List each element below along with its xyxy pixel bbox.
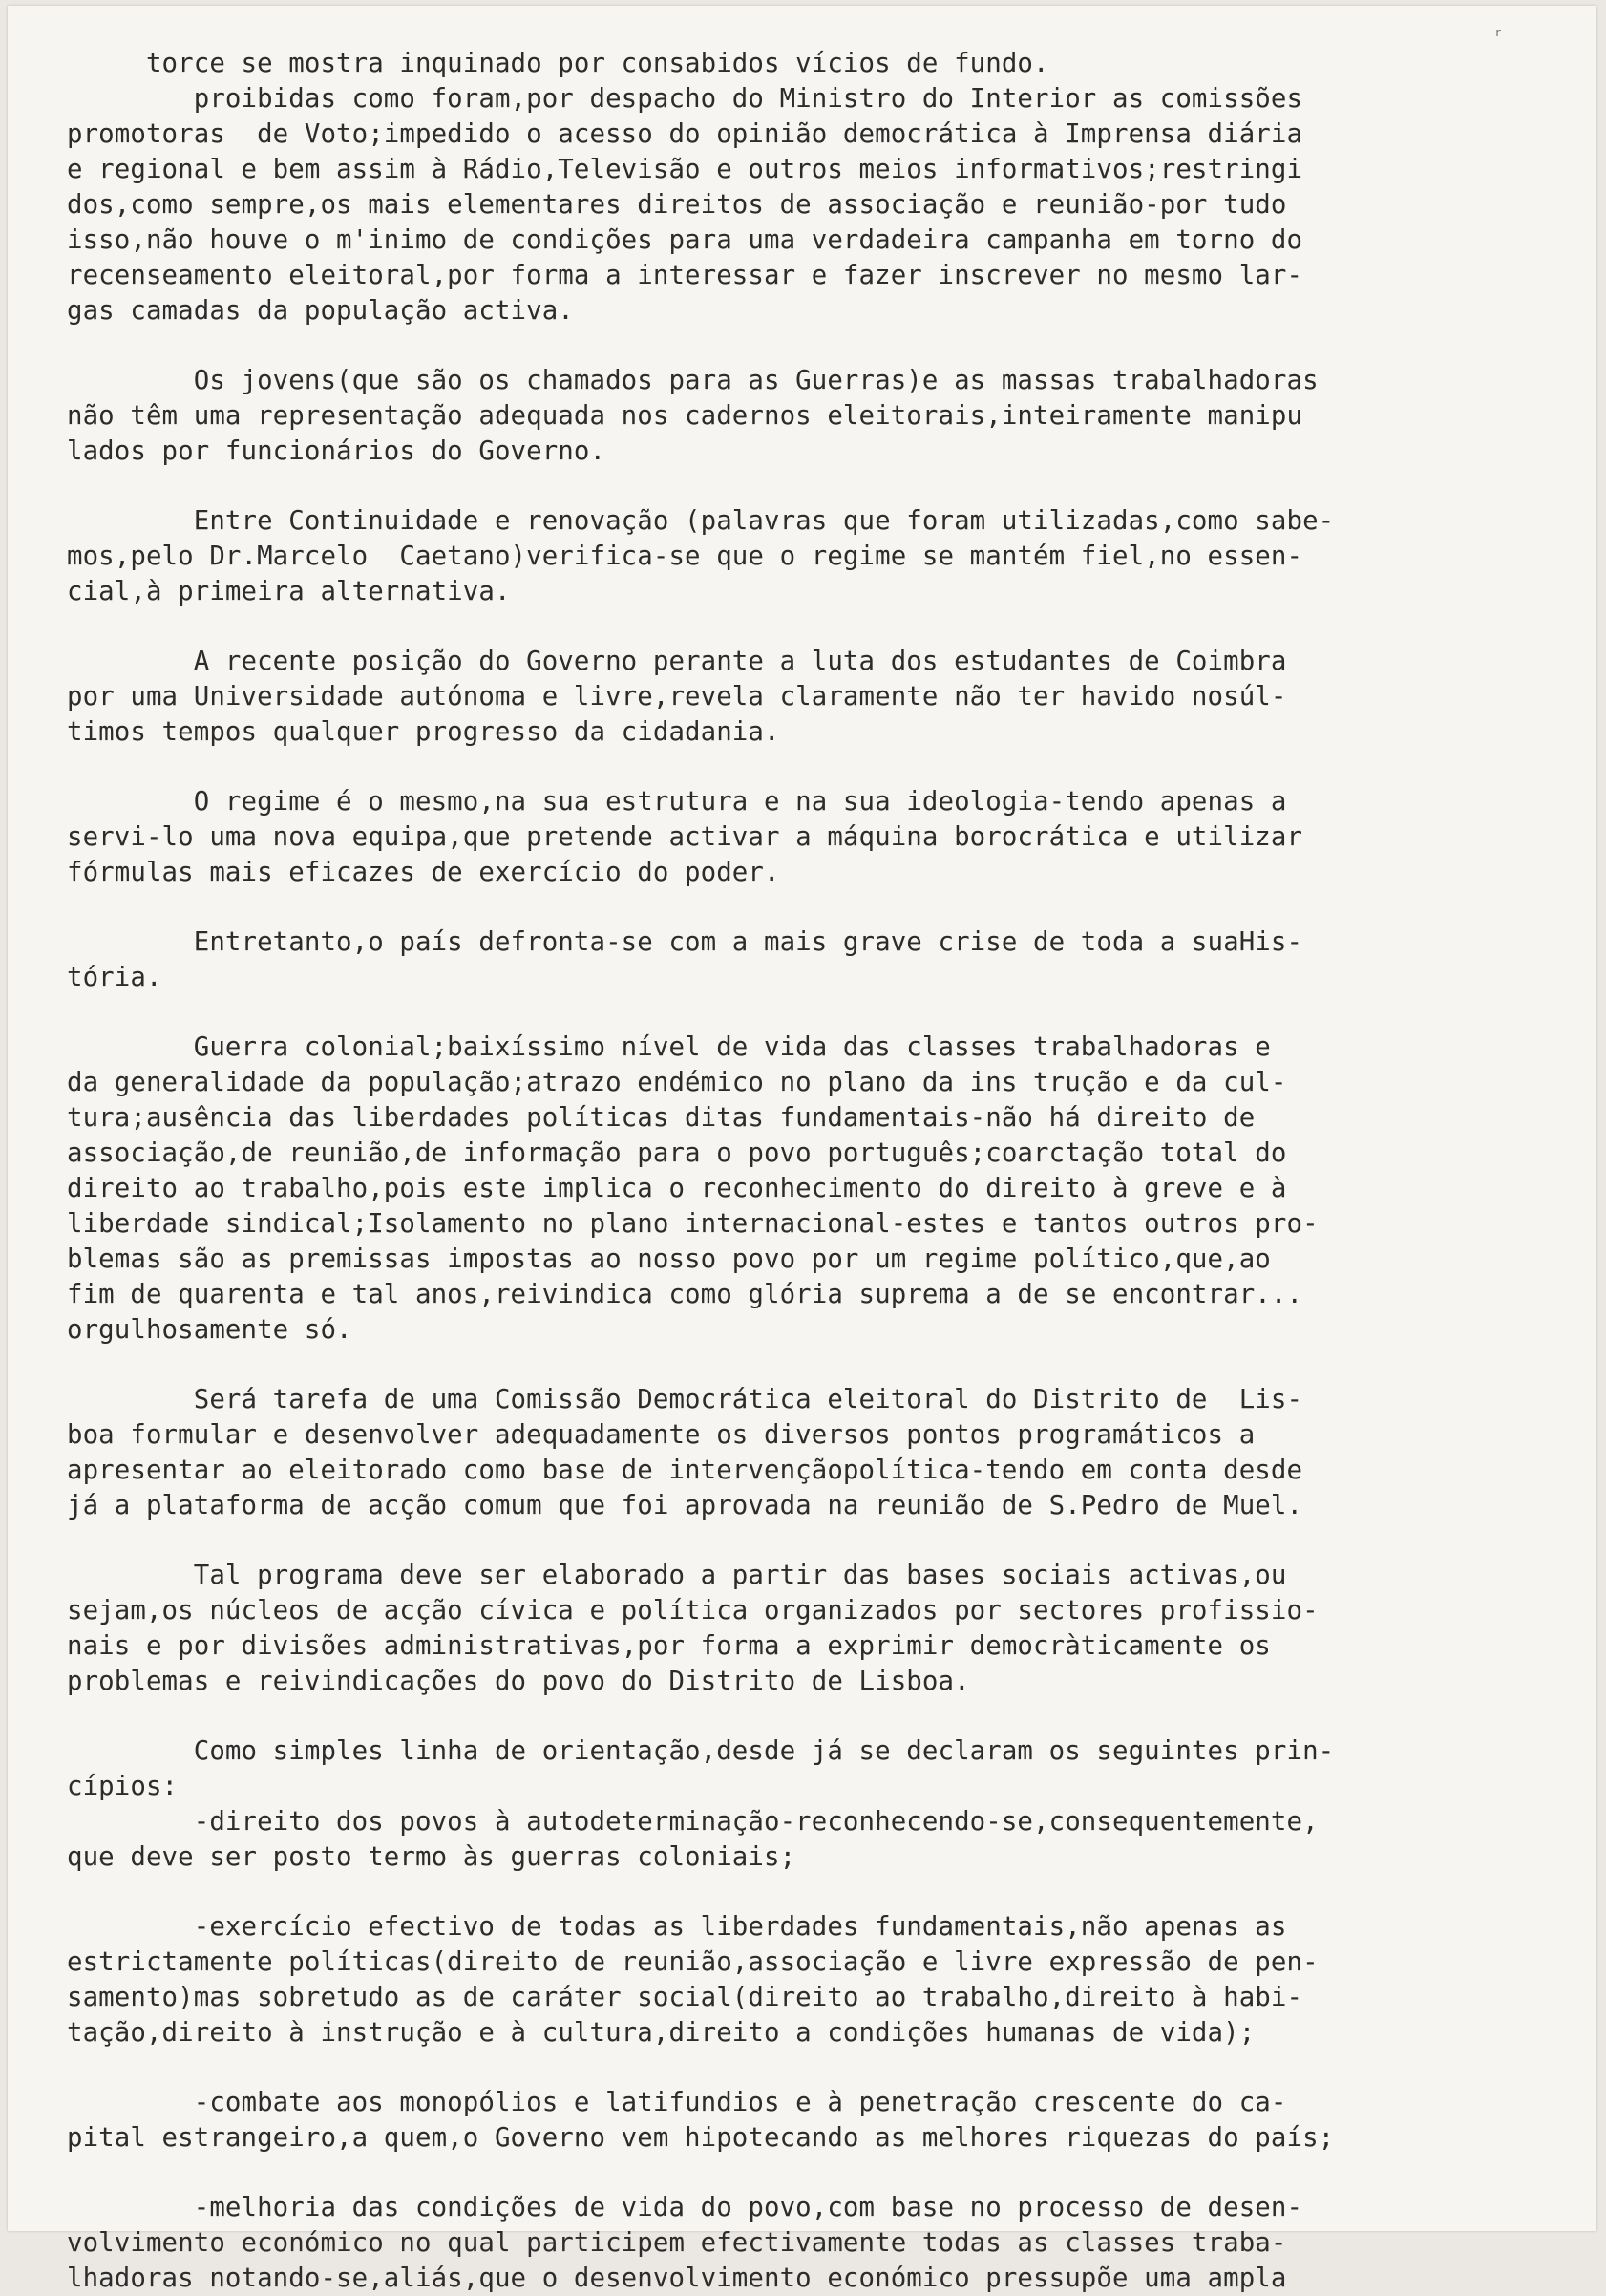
text-line: problemas e reivindicações do povo do Distrito de Lisboa. [67, 1667, 970, 1696]
paragraph-gap [67, 469, 1575, 503]
text-line: samento)mas sobretudo as de caráter social(direito ao trabalho,direito à habi- [67, 1983, 1303, 2012]
text-line: fórmulas mais eficazes de exercício do poder. [67, 858, 780, 887]
text-line: gas camadas da população activa. [67, 296, 574, 326]
paragraph-gap [67, 329, 1575, 363]
paragraph [67, 784, 1575, 890]
paragraph [67, 925, 1575, 995]
paragraph-gap [67, 890, 1575, 925]
text-line: cial,à primeira alternativa. [67, 577, 511, 606]
text-line: A recente posição do Governo perante a luta dos estudantes de Coimbra [67, 647, 1287, 676]
text-line: tura;ausência das liberdades políticas ditas fundamentais-não há direito de [67, 1103, 1256, 1133]
text-line: blemas são as premissas impostas ao nosso povo por um regime político,que,ao [67, 1244, 1271, 1274]
text-line: recenseamento eleitoral,por forma a interessar e fazer inscrever no mesmo lar- [67, 261, 1303, 290]
paragraph-gap [67, 1875, 1575, 1909]
paragraph-gap [67, 609, 1575, 644]
document-page [8, 6, 1596, 2293]
text-line: volvimento económico no qual participem efectivamente todas as classes traba- [67, 2228, 1287, 2258]
paragraph-gap [67, 995, 1575, 1030]
text-line: Entre Continuidade e renovação (palavras que foram utilizadas,como sabe- [67, 506, 1335, 536]
text-line: já a plataforma de acção comum que foi aprovada na reunião de S.Pedro de Muel. [67, 1491, 1303, 1520]
paragraph [67, 363, 1575, 469]
text-line: proibidas como foram,por despacho do Ministro do Interior as comissões [67, 84, 1303, 114]
text-line: servi-lo uma nova equipa,que pretende activar a máquina borocrática e utilizar [67, 822, 1303, 852]
text-line: Como simples linha de orientação,desde já se declaram os seguintes prin- [67, 1736, 1335, 1766]
text-line: -combate aos monopólios e latifundios e à penetração crescente do ca- [67, 2088, 1287, 2117]
text-line: Entretanto,o país defronta-se com a mais grave crise de toda a suaHis- [67, 927, 1303, 957]
text-line: boa formular e desenvolver adequadamente os diversos pontos programáticos a [67, 1420, 1256, 1450]
paragraph-gap [67, 1348, 1575, 1382]
text-line: liberdade sindical;Isolamento no plano internacional-estes e tantos outros pro- [67, 1209, 1319, 1239]
paragraph [67, 644, 1575, 750]
text-line: isso,não houve o m'inimo de condições para uma verdadeira campanha em torno do [67, 225, 1303, 255]
text-line: da generalidade da população;atrazo endémico no plano da ins trução e da cul- [67, 1068, 1287, 1097]
paragraph [67, 2190, 1575, 2296]
paragraph-gap [67, 2156, 1575, 2190]
paragraph [67, 1030, 1575, 1348]
text-line: estrictamente políticas(direito de reunião,associação e livre expressão de pen- [67, 1947, 1319, 1977]
text-line: orgulhosamente só. [67, 1315, 352, 1345]
text-line: não têm uma representação adequada nos cadernos eleitorais,inteiramente manipu [67, 401, 1303, 431]
text-line: tação,direito à instrução e à cultura,direito a condições humanas de vida); [67, 2018, 1256, 2048]
page-corner-mark: ʳ [1492, 25, 1506, 49]
paragraph-gap [67, 1699, 1575, 1733]
paragraph [67, 1733, 1575, 1875]
text-line: dos,como sempre,os mais elementares direitos de associação e reunião-por tudo [67, 190, 1287, 220]
typewritten-text [67, 46, 1575, 2296]
text-line: e regional e bem assim à Rádio,Televisão e outros meios informativos;restringi [67, 155, 1303, 184]
text-line: lhadoras notando-se,aliás,que o desenvolvimento económico pressupõe uma ampla [67, 2264, 1287, 2293]
text-line: sejam,os núcleos de acção cívica e política organizados por sectores profissio- [67, 1596, 1319, 1626]
text-line: lados por funcionários do Governo. [67, 436, 606, 466]
text-line: associação,de reunião,de informação para o povo português;coarctação total do [67, 1138, 1287, 1168]
text-line: O regime é o mesmo,na sua estrutura e na sua ideologia-tendo apenas a [67, 787, 1287, 817]
text-line: pital estrangeiro,a quem,o Governo vem hipotecando as melhores riquezas do país; [67, 2123, 1335, 2153]
paragraph [67, 2085, 1575, 2156]
text-line: nais e por divisões administrativas,por forma a exprimir democràticamente os [67, 1631, 1271, 1661]
text-line: cípios: [67, 1772, 179, 1801]
text-line: fim de quarenta e tal anos,reivindica como glória suprema a de se encontrar... [67, 1280, 1303, 1309]
text-line: promotoras de Voto;impedido o acesso do opinião democrática à Imprensa diária [67, 119, 1303, 149]
text-line: Será tarefa de uma Comissão Democrática eleitoral do Distrito de Lis- [67, 1385, 1303, 1414]
text-line: que deve ser posto termo às guerras coloniais; [67, 1842, 796, 1872]
paragraph [67, 1558, 1575, 1699]
text-line: Tal programa deve ser elaborado a partir das bases sociais activas,ou [67, 1561, 1287, 1590]
paragraph-gap [67, 2051, 1575, 2085]
text-line: Os jovens(que são os chamados para as Guerras)e as massas trabalhadoras [67, 366, 1319, 395]
paragraph [67, 1382, 1575, 1523]
text-line: Guerra colonial;baixíssimo nível de vida das classes trabalhadoras e [67, 1032, 1271, 1062]
text-line: -direito dos povos à autodeterminação-reconhecendo-se,consequentemente, [67, 1807, 1319, 1837]
text-line: timos tempos qualquer progresso da cidadania. [67, 717, 780, 747]
paragraph-gap [67, 750, 1575, 784]
paragraph [67, 503, 1575, 609]
text-line: -melhoria das condições de vida do povo,com base no processo de desen- [67, 2193, 1303, 2222]
text-line: direito ao trabalho,pois este implica o reconhecimento do direito à greve e à [67, 1174, 1287, 1203]
text-line: tória. [67, 963, 162, 992]
paragraph [67, 46, 1575, 329]
text-line: torce se mostra inquinado por consabidos vícios de fundo. [67, 49, 1049, 78]
text-line: mos,pelo Dr.Marcelo Caetano)verifica-se que o regime se mantém fiel,no essen- [67, 542, 1303, 571]
paragraph [67, 1909, 1575, 2051]
text-line: por uma Universidade autónoma e livre,revela claramente não ter havido nosúl- [67, 682, 1287, 712]
text-line: apresentar ao eleitorado como base de intervençãopolítica-tendo em conta desde [67, 1456, 1303, 1485]
text-line: -exercício efectivo de todas as liberdades fundamentais,não apenas as [67, 1912, 1287, 1942]
paragraph-gap [67, 1523, 1575, 1558]
